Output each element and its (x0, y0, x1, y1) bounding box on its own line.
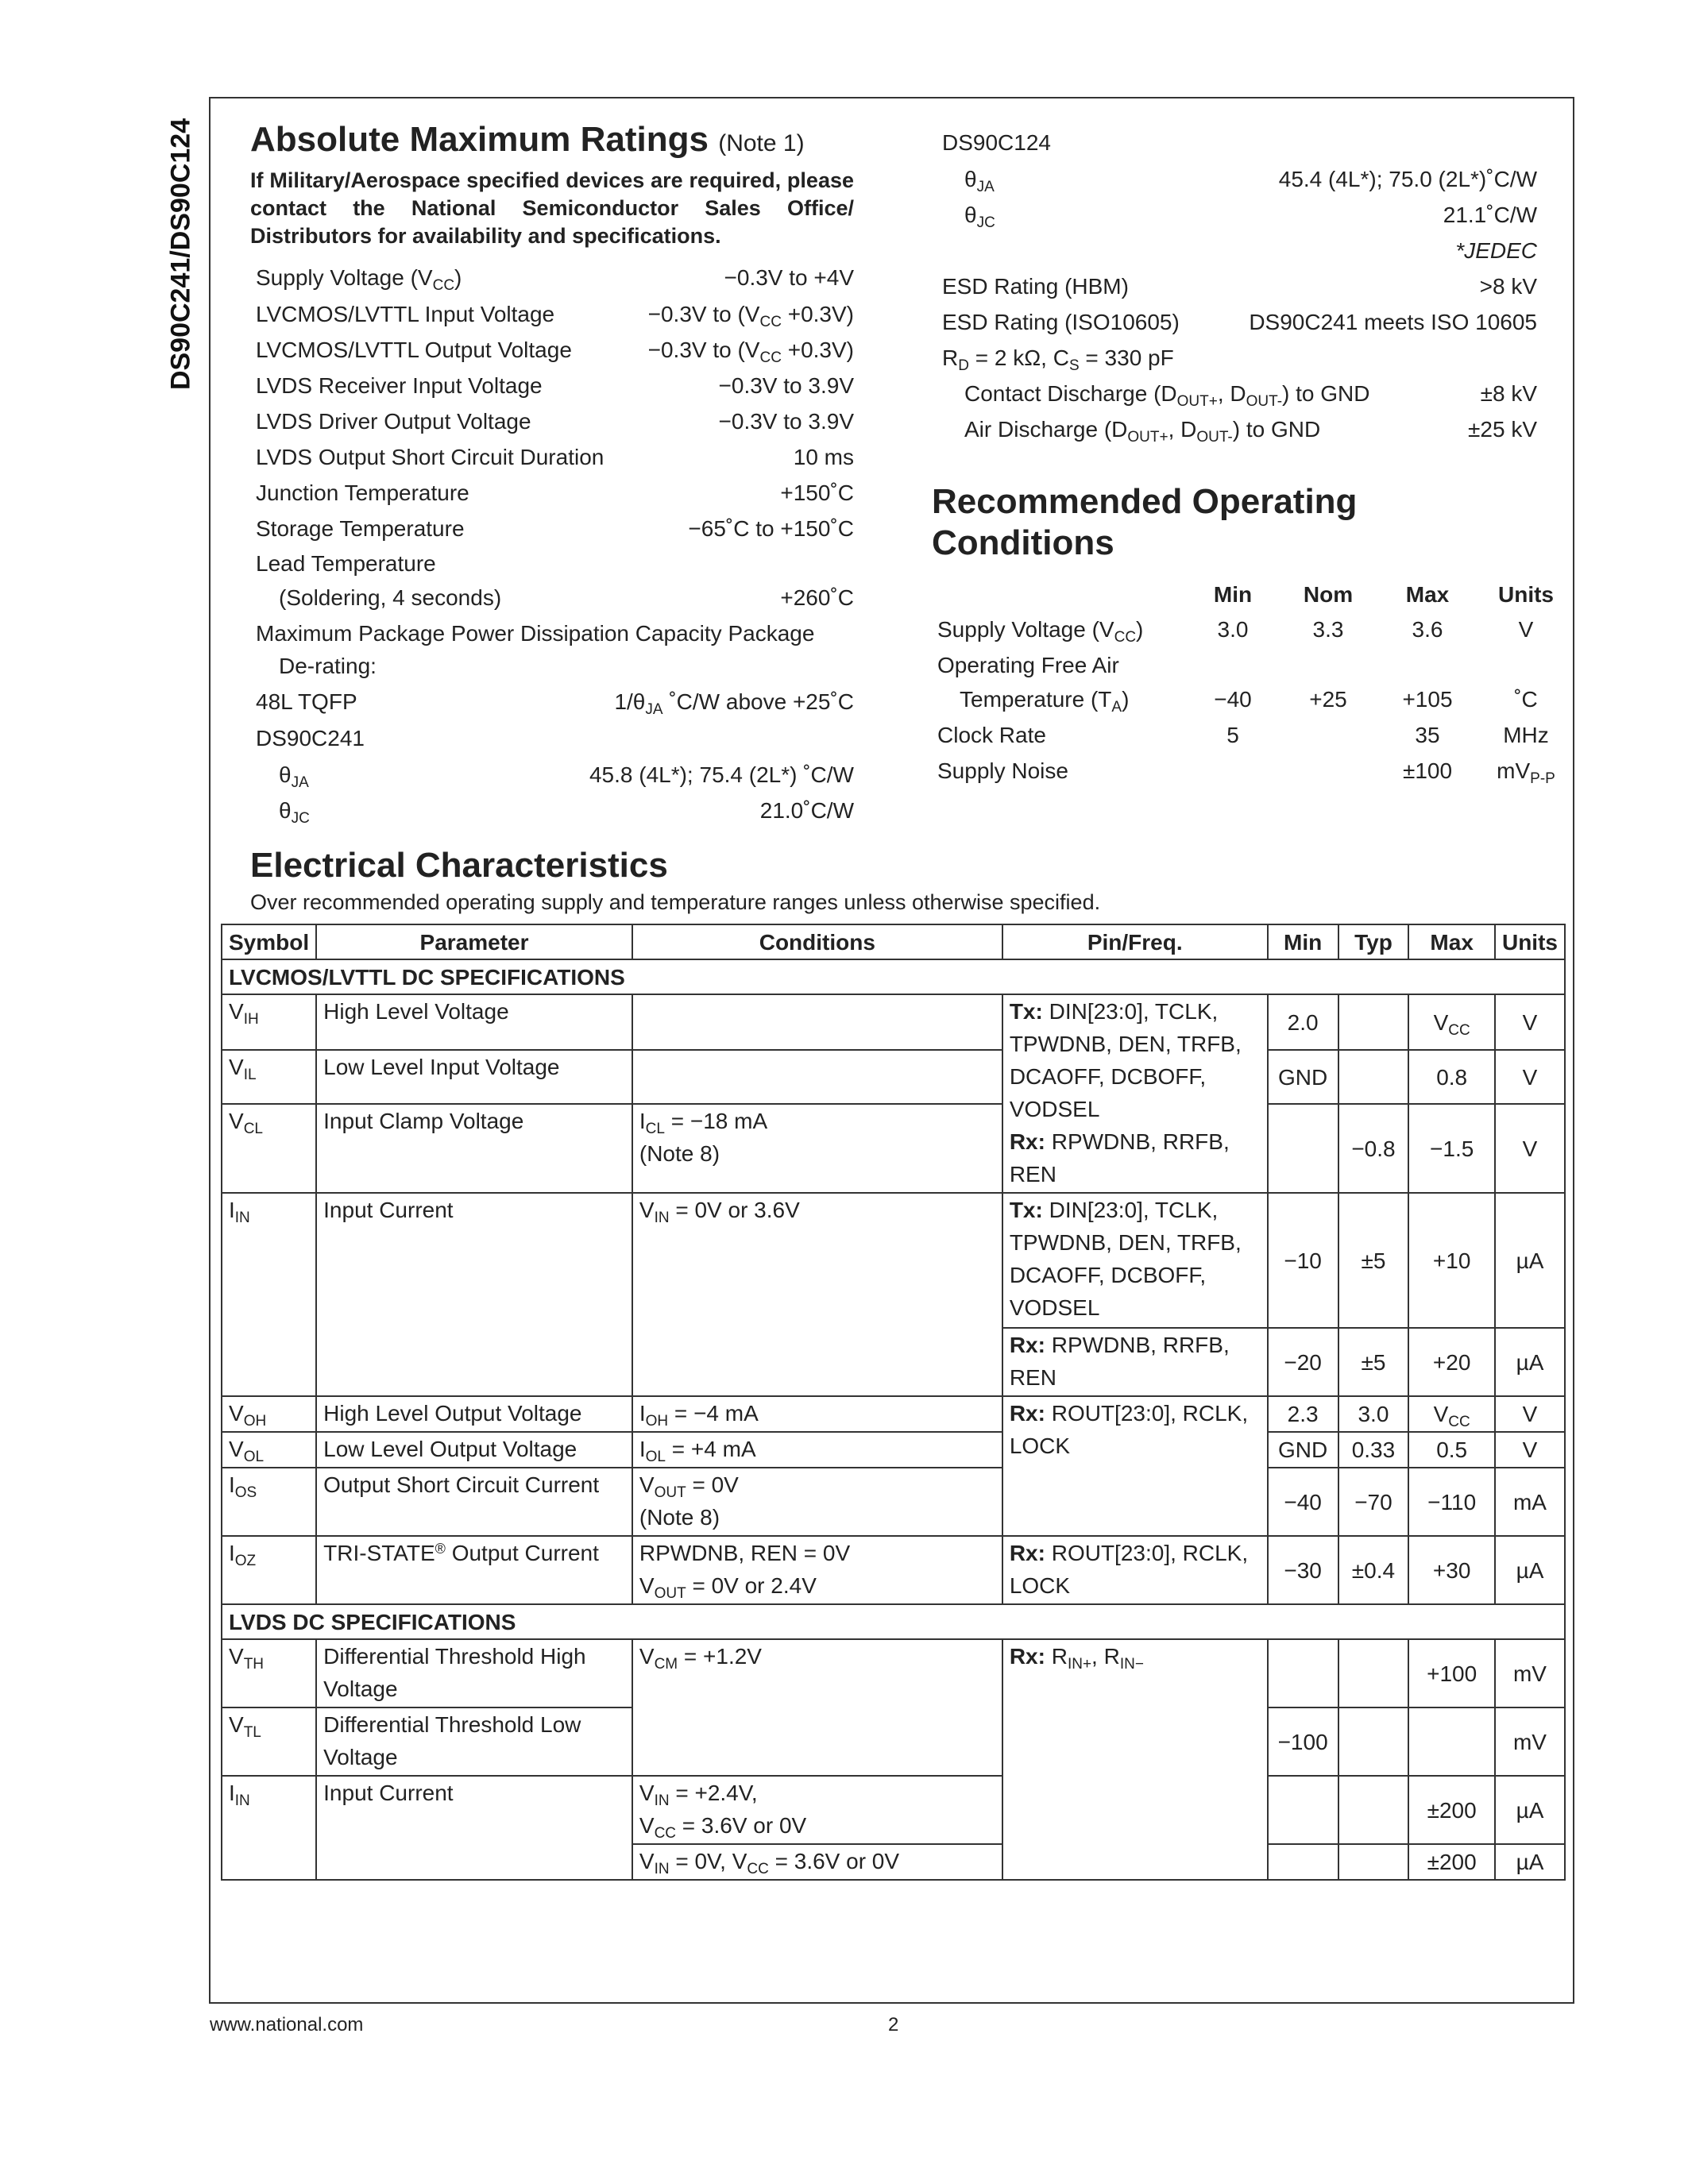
vcl-unit: V (1495, 1104, 1565, 1193)
ec-title: Electrical Characteristics (250, 846, 668, 885)
ec-intro: Over recommended operating supply and temperature ranges unless otherwise specified. (250, 890, 1101, 914)
amr-item-label: LVDS Receiver Input Voltage (256, 373, 543, 398)
vol-symbol: $V_{OL}$ (222, 1432, 316, 1468)
iin2-min (1268, 1776, 1338, 1844)
vil-max: 0.8 (1408, 1050, 1495, 1104)
roc-supply-units: V (1518, 617, 1534, 642)
air-discharge-value: ±25 kV (1468, 417, 1537, 442)
ec-header-pin: Pin/Freq. (1002, 924, 1268, 959)
table-row (222, 1050, 1565, 1104)
amr-item-label: $\theta_{JA}$ (279, 762, 309, 791)
roc-header-units: Units (1498, 582, 1554, 607)
roc-clock-label: Clock Rate (937, 723, 1046, 747)
ioz-symbol: $I_{OZ}$ (222, 1536, 316, 1604)
iin3-typ (1338, 1844, 1409, 1880)
esd-iso-label: ESD Rating (ISO10605) (942, 310, 1180, 334)
voh-symbol: $V_{OH}$ (222, 1396, 316, 1432)
rd-cs-line: $R_D = 2$ kΩ, $C_S = 330$ pF (942, 345, 1174, 374)
ios-unit: mA (1495, 1468, 1565, 1536)
vth-unit: mV (1495, 1639, 1565, 1707)
vcl-max: −1.5 (1408, 1104, 1495, 1193)
ec-section-row (222, 1604, 1565, 1639)
vol-typ: 0.33 (1338, 1432, 1409, 1468)
ios-min: −40 (1268, 1468, 1338, 1536)
vcl-min (1268, 1104, 1338, 1193)
ioz-pins: Rx: ROUT[23:0], RCLK, LOCK (1002, 1536, 1268, 1604)
roc-oper-label: Operating Free Air (937, 653, 1119, 677)
amr-item-value: −0.3V to $(V_{CC} +0.3V)$ (647, 338, 854, 366)
roc-clock-min: 5 (1226, 723, 1239, 747)
amr-item-value: −0.3V to 3.9V (718, 373, 854, 398)
vcl-typ: −0.8 (1338, 1104, 1409, 1193)
esd-hbm-label: ESD Rating (HBM) (942, 274, 1129, 299)
vih-symbol: $V_{IH}$ (222, 994, 316, 1050)
ec-header-row (222, 924, 1565, 959)
ec-section-lvds: LVDS DC SPECIFICATIONS (222, 1604, 1565, 1639)
vtl-max (1408, 1707, 1495, 1776)
roc-supply-nom: 3.3 (1312, 617, 1344, 642)
vth-min (1268, 1639, 1338, 1707)
iin-tx-max: +10 (1408, 1193, 1495, 1328)
ec-table (221, 924, 1566, 1881)
vil-typ (1338, 1050, 1409, 1104)
amr-item-label: $\theta_{JC}$ (279, 798, 310, 827)
ioz-min: −30 (1268, 1536, 1338, 1604)
amr-item-label: LVDS Driver Output Voltage (256, 409, 531, 434)
ioz-max: +30 (1408, 1536, 1495, 1604)
voh-param: High Level Output Voltage (316, 1396, 632, 1432)
iin-tx-typ: ±5 (1338, 1193, 1409, 1328)
ec-header-typ: Typ (1338, 924, 1409, 959)
vih-cond (632, 994, 1002, 1050)
roc-clock-units: MHz (1503, 723, 1549, 747)
amr-item-label: Maximum Package Power Dissipation Capacity Package (256, 621, 815, 646)
roc-noise-max: ±100 (1402, 758, 1453, 783)
iin2-cond: $V_{IN} = +2.4V$, $V_{CC} = 3.6V$ or 0V (632, 1776, 1002, 1844)
amr-item-label: Junction Temperature (256, 480, 469, 505)
vcl-param: Input Clamp Voltage (316, 1104, 632, 1193)
table-row (222, 1193, 1565, 1328)
amr-item-label: Lead Temperature (256, 551, 436, 576)
vol-max: 0.5 (1408, 1432, 1495, 1468)
amr-item-label: (Soldering, 4 seconds) (279, 585, 502, 610)
roc-supply-max: 3.6 (1412, 617, 1443, 642)
amr-item-value: 45.8 (4L*); 75.4 (2L*) ˚C/W (589, 762, 854, 787)
ds124-theta-jc-value: 21.1˚C/W (1443, 203, 1537, 227)
iin2-param: Input Current (316, 1776, 632, 1880)
amr-item-label: LVDS Output Short Circuit Duration (256, 445, 605, 469)
ds124-theta-ja: $\theta_{JA}$ (964, 167, 995, 195)
vih-max: $V_{CC}$ (1408, 994, 1495, 1050)
ec-header-min: Min (1268, 924, 1338, 959)
table-row (222, 1536, 1565, 1604)
side-title: DS90C241/DS90C124 (165, 118, 196, 391)
contact-discharge-label: Contact Discharge ($D_{OUT+}$, $D_{OUT-}$) to GND (964, 381, 1370, 410)
vtl-param: Differential Threshold Low Voltage (316, 1707, 632, 1776)
ec-header-units: Units (1495, 924, 1565, 959)
amr-item-value: −65˚C to +150˚C (688, 516, 854, 541)
iin2-max: ±200 (1408, 1776, 1495, 1844)
iin2-typ (1338, 1776, 1409, 1844)
vol-param: Low Level Output Voltage (316, 1432, 632, 1468)
iin-rx-unit: µA (1495, 1328, 1565, 1396)
ec-header-max: Max (1408, 924, 1495, 959)
vil-symbol: $V_{IL}$ (222, 1050, 316, 1104)
iin3-max: ±200 (1408, 1844, 1495, 1880)
vih-unit: V (1495, 994, 1565, 1050)
amr-item-value: +260˚C (780, 585, 854, 610)
ioz-cond: RPWDNB, REN = 0V $V_{OUT} = 0V$ or 2.4V (632, 1536, 1002, 1604)
amr-item-value: $1/\theta_{JA}$ ˚C/W above +25˚C (614, 689, 854, 718)
ds124-theta-ja-value: 45.4 (4L*); 75.0 (2L*)˚C/W (1278, 167, 1537, 191)
vth-typ (1338, 1639, 1409, 1707)
amr-item-label: LVCMOS/LVTTL Output Voltage (256, 338, 572, 362)
roc-header-min: Min (1213, 582, 1253, 607)
amr-item-value: −0.3V to +4V (724, 265, 854, 290)
vth-max: +100 (1408, 1639, 1495, 1707)
iin-tx-pins: Tx: DIN[23:0], TCLK, TPWDNB, DEN, TRFB, DCAOFF, DCBOFF, VODSEL (1002, 1193, 1268, 1328)
vil-min: GND (1268, 1050, 1338, 1104)
roc-temp-nom: +25 (1309, 687, 1347, 712)
table-row (222, 1639, 1565, 1707)
ios-cond: $V_{OUT} = 0V$ (Note 8) (632, 1468, 1002, 1536)
roc-header-max: Max (1405, 582, 1450, 607)
esd-hbm-value: >8 kV (1479, 274, 1537, 299)
vil-param: Low Level Input Voltage (316, 1050, 632, 1104)
footer-page-number: 2 (888, 2014, 899, 2035)
amr-item-value: 10 ms (793, 445, 854, 469)
amr-item-value: +150˚C (780, 480, 854, 505)
roc-noise-label: Supply Noise (937, 758, 1068, 783)
amr-item-value: 21.0˚C/W (759, 798, 854, 823)
vtl-unit: mV (1495, 1707, 1565, 1776)
voh-typ: 3.0 (1338, 1396, 1409, 1432)
vil-unit: V (1495, 1050, 1565, 1104)
roc-temp-units: ˚C (1514, 687, 1538, 712)
ioz-typ: ±0.4 (1338, 1536, 1409, 1604)
ioz-param: TRI-STATE® Output Current (316, 1536, 632, 1604)
ec-section-lvcmos: LVCMOS/LVTTL DC SPECIFICATIONS (222, 959, 1565, 994)
amr-item-label: LVCMOS/LVTTL Input Voltage (256, 302, 555, 326)
ios-typ: −70 (1338, 1468, 1409, 1536)
iin2-unit: µA (1495, 1776, 1565, 1844)
amr-item-label: Supply Voltage $(V_{CC})$ (256, 265, 462, 294)
vtl-symbol: $V_{TL}$ (222, 1707, 316, 1776)
table-row (222, 1396, 1565, 1432)
ios-param: Output Short Circuit Current (316, 1468, 632, 1536)
voh-cond: $I_{OH} = -4$ mA (632, 1396, 1002, 1432)
ios-symbol: $I_{OS}$ (222, 1468, 316, 1536)
iin3-unit: µA (1495, 1844, 1565, 1880)
iin-rx-min: −20 (1268, 1328, 1338, 1396)
roc-noise-units: $mV_{P-P}$ (1497, 758, 1555, 787)
amr-item-label: De-rating: (279, 654, 377, 678)
iin3-min (1268, 1844, 1338, 1880)
ios-max: −110 (1408, 1468, 1495, 1536)
footer-url: www.national.com (210, 2014, 364, 2035)
table-row (222, 1468, 1565, 1536)
table-row (222, 994, 1565, 1050)
vth-param: Differential Threshold High Voltage (316, 1639, 632, 1707)
lvds-pins: Rx: $R_{IN+}$, $R_{IN-}$ (1002, 1639, 1268, 1880)
ioz-unit: µA (1495, 1536, 1565, 1604)
voh-min: 2.3 (1268, 1396, 1338, 1432)
ec-section-row (222, 959, 1565, 994)
iin2-symbol: $I_{IN}$ (222, 1776, 316, 1880)
vth-cond: $V_{CM} = +1.2V$ (632, 1639, 1002, 1776)
iin-symbol: $I_{IN}$ (222, 1193, 316, 1396)
iin-cond: $V_{IN} = 0V$ or 3.6V (632, 1193, 1002, 1396)
jedec-note: *JEDEC (1455, 238, 1537, 263)
ec-header-symbol: Symbol (222, 924, 316, 959)
iin-rx-max: +20 (1408, 1328, 1495, 1396)
vtl-min: −100 (1268, 1707, 1338, 1776)
roc-temp-min: −40 (1214, 687, 1252, 712)
roc-clock-max: 35 (1415, 723, 1440, 747)
amr-title: Absolute Maximum Ratings (Note 1) (250, 120, 805, 159)
ec-header-parameter: Parameter (316, 924, 632, 959)
roc-supply-label: Supply Voltage $(V_{CC})$ (937, 617, 1144, 646)
roc-temp-max: +105 (1402, 687, 1453, 712)
vtl-typ (1338, 1707, 1409, 1776)
vol-min: GND (1268, 1432, 1338, 1468)
iin3-cond: $V_{IN} = 0V$, $V_{CC} = 3.6V$ or 0V (632, 1844, 1002, 1880)
amr-item-label: DS90C241 (256, 726, 365, 751)
vol-unit: V (1495, 1432, 1565, 1468)
esd-iso-value: DS90C241 meets ISO 10605 (1249, 310, 1537, 334)
vcl-cond: $I_{CL} = -18$ mA (Note 8) (632, 1104, 1002, 1193)
voh-unit: V (1495, 1396, 1565, 1432)
vol-cond: $I_{OL} = +4$ mA (632, 1432, 1002, 1468)
vih-min: 2.0 (1268, 994, 1338, 1050)
iin-tx-unit: µA (1495, 1193, 1565, 1328)
output-pins: Rx: ROUT[23:0], RCLK, LOCK (1002, 1396, 1268, 1536)
table-row (222, 1432, 1565, 1468)
air-discharge-label: Air Discharge ($D_{OUT+}$, $D_{OUT-}$) to GND (964, 417, 1321, 446)
roc-title: Recommended Operating Conditions (932, 482, 1358, 562)
amr-item-label: Storage Temperature (256, 516, 465, 541)
roc-header-nom: Nom (1303, 582, 1354, 607)
contact-discharge-value: ±8 kV (1480, 381, 1537, 406)
vih-typ (1338, 994, 1409, 1050)
table-row (222, 1776, 1565, 1844)
roc-supply-min: 3.0 (1217, 617, 1249, 642)
amr-item-label: 48L TQFP (256, 689, 357, 714)
vth-symbol: $V_{TH}$ (222, 1639, 316, 1707)
table-row (222, 1104, 1565, 1193)
iin-rx-pins: Rx: RPWDNB, RRFB, REN (1002, 1328, 1268, 1396)
ec-header-conditions: Conditions (632, 924, 1002, 959)
vcl-symbol: $V_{CL}$ (222, 1104, 316, 1193)
ds124-theta-jc: $\theta_{JC}$ (964, 203, 995, 231)
vil-cond (632, 1050, 1002, 1104)
vih-param: High Level Voltage (316, 994, 632, 1050)
ds124-label: DS90C124 (942, 130, 1051, 155)
amr-warning: If Military/Aerospace specified devices are required, please contact the National Semiconductor Sales Office/ Distributors for availability and specifications. (250, 168, 854, 248)
amr-item-value: −0.3V to $(V_{CC} +0.3V)$ (647, 302, 854, 330)
iin-tx-min: −10 (1268, 1193, 1338, 1328)
voh-max: $V_{CC}$ (1408, 1396, 1495, 1432)
lvcmos-pins: Tx: DIN[23:0], TCLK, TPWDNB, DEN, TRFB, DCAOFF, DCBOFF, VODSEL Rx: RPWDNB, RRFB, REN (1002, 994, 1268, 1193)
amr-item-value: −0.3V to 3.9V (718, 409, 854, 434)
iin-rx-typ: ±5 (1338, 1328, 1409, 1396)
roc-temp-label: Temperature $(T_A)$ (960, 687, 1130, 716)
iin-param: Input Current (316, 1193, 632, 1396)
